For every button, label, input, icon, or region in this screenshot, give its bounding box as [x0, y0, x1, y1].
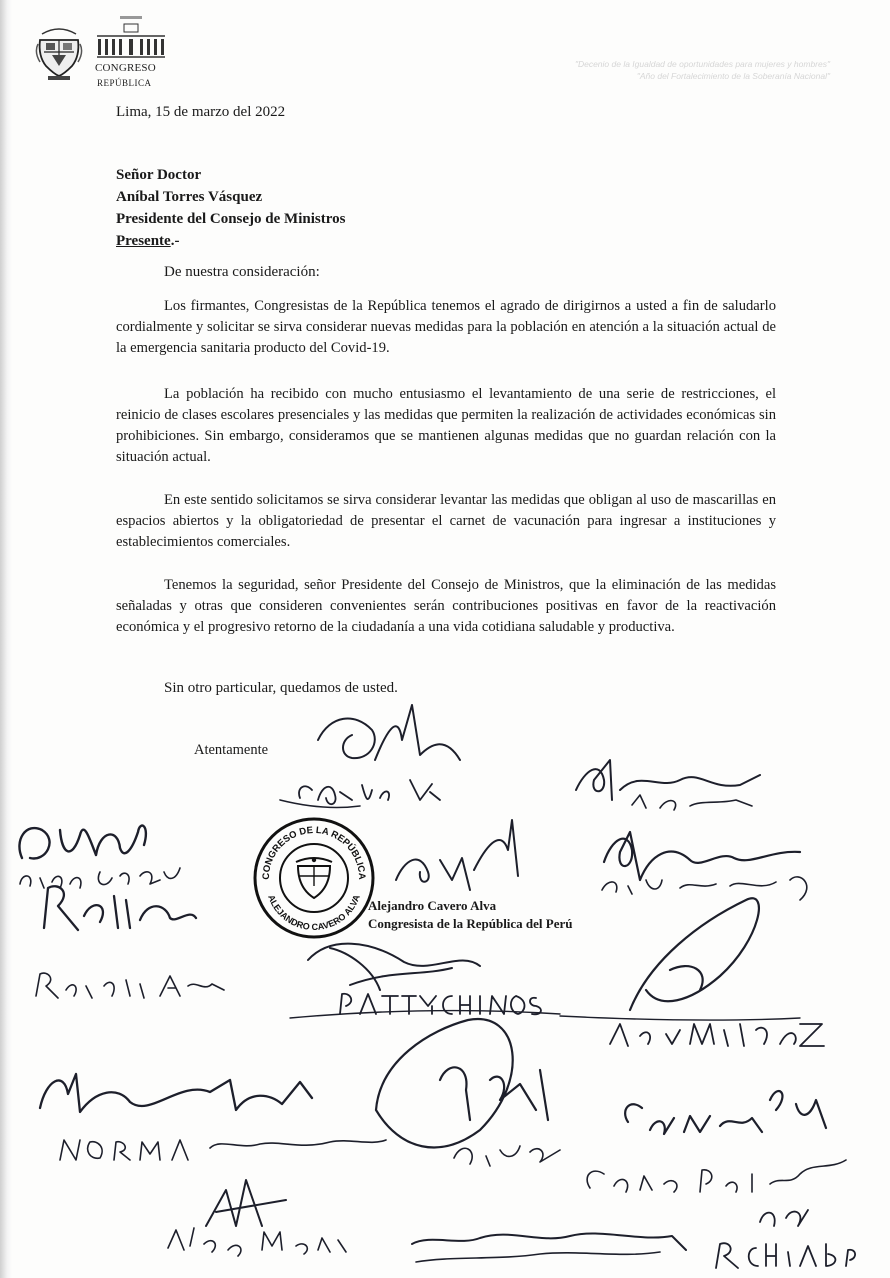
signature-cueto: [280, 705, 460, 807]
signatory-name: Alejandro Cavero Alva: [368, 898, 497, 913]
header-motto: [500, 58, 830, 82]
stamp-bottom-text: ALEJANDRO CAVERO ALVA: [266, 893, 362, 933]
signature-jorge-montoya: [560, 898, 824, 1046]
signature-jorge-montoya-2: [412, 1233, 686, 1262]
paragraph-3: En este sentido solicitamos se sirva considerar levantar las medidas que obligan al uso de mascarillas en espacios abiertos y la obligatoriedad de presentar el carnet de vacunación para ingresar a instituciones y establecimientos comerciales.: [116, 492, 776, 550]
recipient-line1: Señor Doctor: [116, 167, 202, 183]
signature-chiabra: [716, 1210, 855, 1268]
signature-aguinaga: [576, 760, 760, 810]
signature-adriana-tudela: [602, 832, 807, 900]
paragraph-2: La población ha recibido con mucho entusiasmo el levantamiento de una serie de restricciones, el reinicio de clases escolares presenciales y las medidas que permiten la realización de actividades económicas sin prohibiciones. Sin embargo, consideramos que se mantienen algunas medidas que no guardan relación con la situación actual.: [116, 386, 776, 465]
header-motto-line2: "Año del Fortalecimiento de la Soberanía Nacional": [636, 71, 830, 81]
presente-word: Presente: [116, 233, 171, 249]
header-motto-line1: "Decenio de la Igualdad de oportunidades para mujeres y hombres": [574, 59, 830, 69]
letter-date: Lima, 15 de marzo del 2022: [116, 104, 286, 120]
stamp-top-text: CONGRESO DE LA REPÚBLICA: [260, 824, 368, 880]
paragraph-1: Los firmantes, Congresistas de la República tenemos el agrado de dirigirnos a usted a fin de saludarlo cordialmente y solicitar se sirva considerar nuevas medidas para la población en atención a la situación actual de la emergencia sanitaria producto del Covid-19.: [116, 298, 776, 356]
stamp-coat-of-arms-icon: [296, 858, 332, 898]
signature-carmen-juarez: [587, 1091, 846, 1192]
signature-norma-yarrow: [40, 1074, 386, 1160]
presente-suffix: .-: [170, 233, 180, 249]
signature-patty-chirinos: [290, 944, 560, 1018]
signature-diana-gonzales: [19, 826, 180, 888]
recipient-line2: Aníbal Torres Vásquez: [116, 189, 263, 205]
recipient-line4: [116, 230, 345, 252]
recipient-block: [116, 164, 345, 252]
salutation: De nuestra consideración:: [164, 264, 320, 280]
scan-edge-shadow: [0, 0, 12, 1278]
paragraph-4: Tenemos la seguridad, señor Presidente del Consejo de Ministros, que la eliminación de las medidas señaladas y otras que consideren convenientes serán contribuciones positivas en favor de la reactivación económica y el progresivo retorno de la ciudadanía a una vida cotidiana saludable y productiva.: [116, 577, 776, 635]
signature-alejandro-munante: [168, 1180, 346, 1256]
institution-subtitle: REPÚBLICA: [97, 78, 152, 88]
official-stamp: [252, 816, 376, 940]
closing-line: Sin otro particular, quedamos de usted.: [164, 680, 398, 696]
peru-coat-of-arms-icon: [34, 22, 84, 82]
sign-off: Atentamente: [194, 742, 269, 758]
institution-name: CONGRESO: [95, 62, 156, 74]
signature-cavero: [396, 820, 518, 890]
signature-diego-bazan: [376, 1019, 560, 1166]
recipient-line3: Presidente del Consejo de Ministros: [116, 211, 346, 227]
signatory-title: Congresista de la República del Perú: [368, 916, 573, 931]
signatory-block: [368, 897, 573, 933]
signature-roselli-amuruz: [36, 886, 224, 998]
